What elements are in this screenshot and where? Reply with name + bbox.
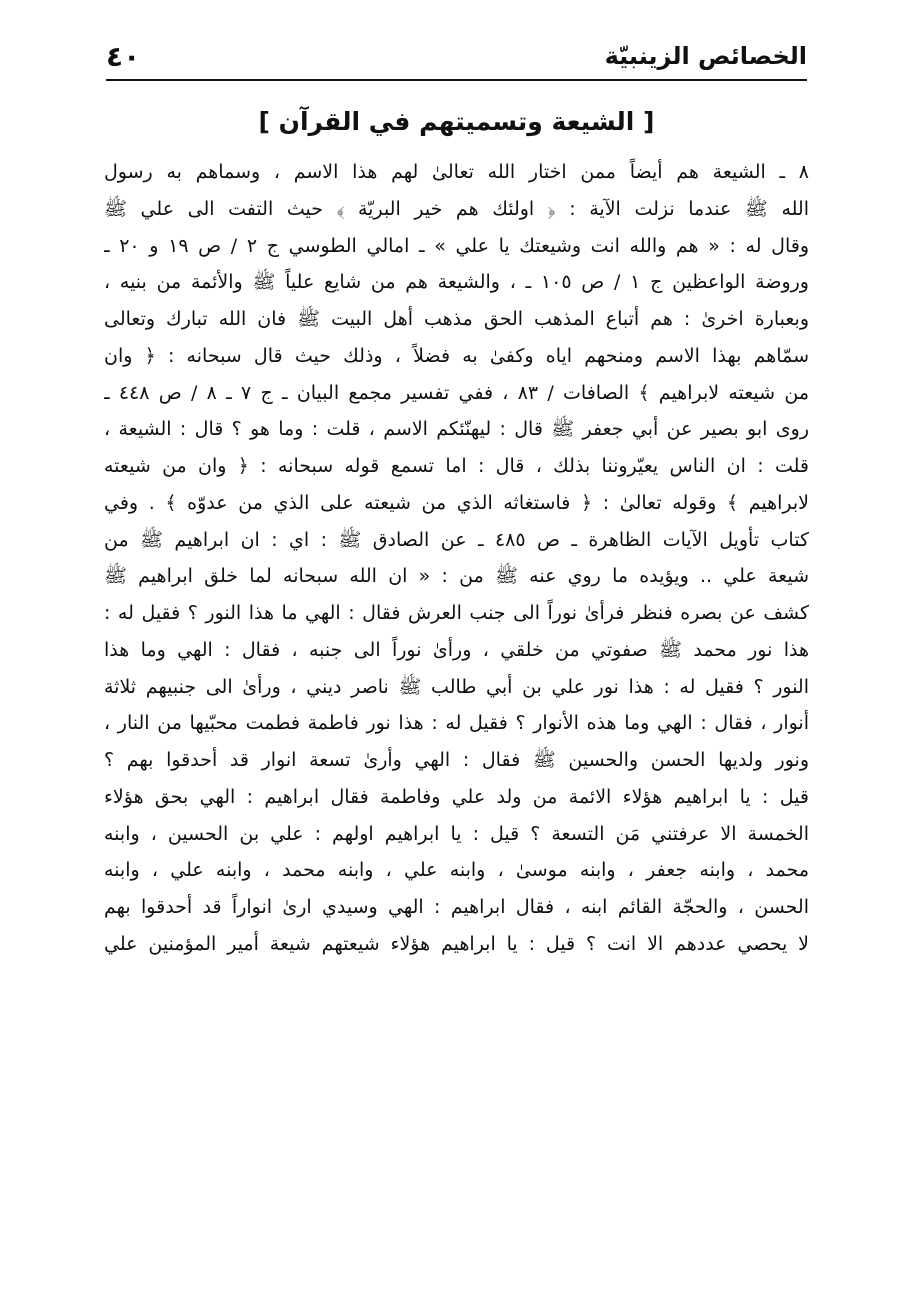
text-line: لا يحصي عددهم الا انت ؟ قيل : يا ابراهيم هؤلاء شيعتهم شيعة أمير المؤمنين علي [104,932,809,955]
header-divider [106,79,807,81]
text-line: الخمسة الا عرفتني مَن التسعة ؟ قيل : يا ابراهيم اولهم : علي بن الحسين ، وابنه [104,822,809,845]
text-line: من شيعته لابراهيم ﴾ الصافات / ٨٣ ، ففي تفسير مجمع البيان ـ ج ٧ ـ ٨ / ص ٤٤٨ ـ [104,381,809,404]
text-line: الحسن ، والحجّة القائم ابنه ، فقال ابراهيم : الهي وسيدي ارىٰ انواراً قد أحدقوا بهم [104,896,809,918]
book-title: الخصائص الزينبيّة [604,42,807,70]
text-line: ٨ ـ الشيعة هم أيضاً ممن اختار الله تعالىٰ لهم هذا الاسم ، وسماهم به رسول [104,161,809,183]
text-line: قلت : ان الناس يعيّروننا بذلك ، قال : اما تسمع قوله سبحانه : ﴿ وان من شيعته [104,455,809,477]
text-line: محمد ، وابنه جعفر ، وابنه موسىٰ ، وابنه علي ، وابنه محمد ، وابنه علي ، وابنه [104,859,809,882]
section-heading: [ الشيعة وتسميتهم في القرآن ] [258,107,655,136]
text-line: روى ابو بصير عن أبي جعفر ﷺ قال : ليهنّئكم الاسم ، قلت : وما هو ؟ قال : الشيعة ، [104,418,809,441]
text-line: شيعة علي .. ويؤيده ما روي عنه ﷺ من : « ان الله سبحانه لما خلق ابراهيم ﷺ [104,565,809,588]
text-line: أنوار ، فقال : الهي وما هذه الأنوار ؟ فقيل له : هذا نور فاطمة فطمت محبّيها من النار ، [104,712,809,735]
text-line: لابراهيم ﴾ وقوله تعالىٰ : ﴿ فاستغاثه الذي من شيعته على الذي من عدوّه ﴾ . وفي [104,491,809,514]
body-paragraph [104,154,809,963]
text-line: النور ؟ فقيل له : هذا نور علي بن أبي طالب ﷺ ناصر ديني ، ورأىٰ الى جنبيهم ثلاثة [104,675,809,698]
text-line: وقال له : « هم والله انت وشيعتك يا علي » ـ امالي الطوسي ج ٢ / ص ١٩ و ٢٠ ـ [104,234,809,257]
text-line: كشف عن بصره فنظر فرأىٰ نوراً الى جنب العرش فقال : الهي ما هذا النور ؟ فقيل له : [104,602,809,624]
text-line: كتاب تأويل الآيات الظاهرة ـ ص ٤٨٥ ـ عن الصادق ﷺ : اي : ان ابراهيم ﷺ من [104,528,809,551]
text-line: سمّاهم بهذا الاسم ومنحهم اياه وكفىٰ به فضلاً ، وذلك حيث قال سبحانه : ﴿ وان [104,344,809,367]
text-line: ونور ولديها الحسن والحسين ﷺ فقال : الهي وأرىٰ تسعة انوار قد أحدقوا بهم ؟ [104,749,809,771]
text-line: وبعبارة اخرىٰ : هم أتباع المذهب الحق مذهب أهل البيت ﷺ فان الله تبارك وتعالى [104,308,809,330]
text-line: قيل : يا ابراهيم هؤلاء الائمة من ولد علي وفاطمة فقال ابراهيم : الهي بحق هؤلاء [104,785,809,808]
page-number: ٤٠ [106,39,141,73]
text-line: الله ﷺ عندما نزلت الآية : ﴿ اولئك هم خير البريّة ﴾ حيث التفت الى علي ﷺ [104,197,809,220]
running-header [106,36,807,76]
text-line: وروضة الواعظين ج ١ / ص ١٠٥ ـ ، والشيعة هم من شايع علياً ﷺ والأئمة من بنيه ، [104,271,809,294]
text-line: هذا نور محمد ﷺ صفوتي من خلقي ، ورأىٰ نوراً الى جنبه ، فقال : الهي وما هذا [104,638,809,661]
